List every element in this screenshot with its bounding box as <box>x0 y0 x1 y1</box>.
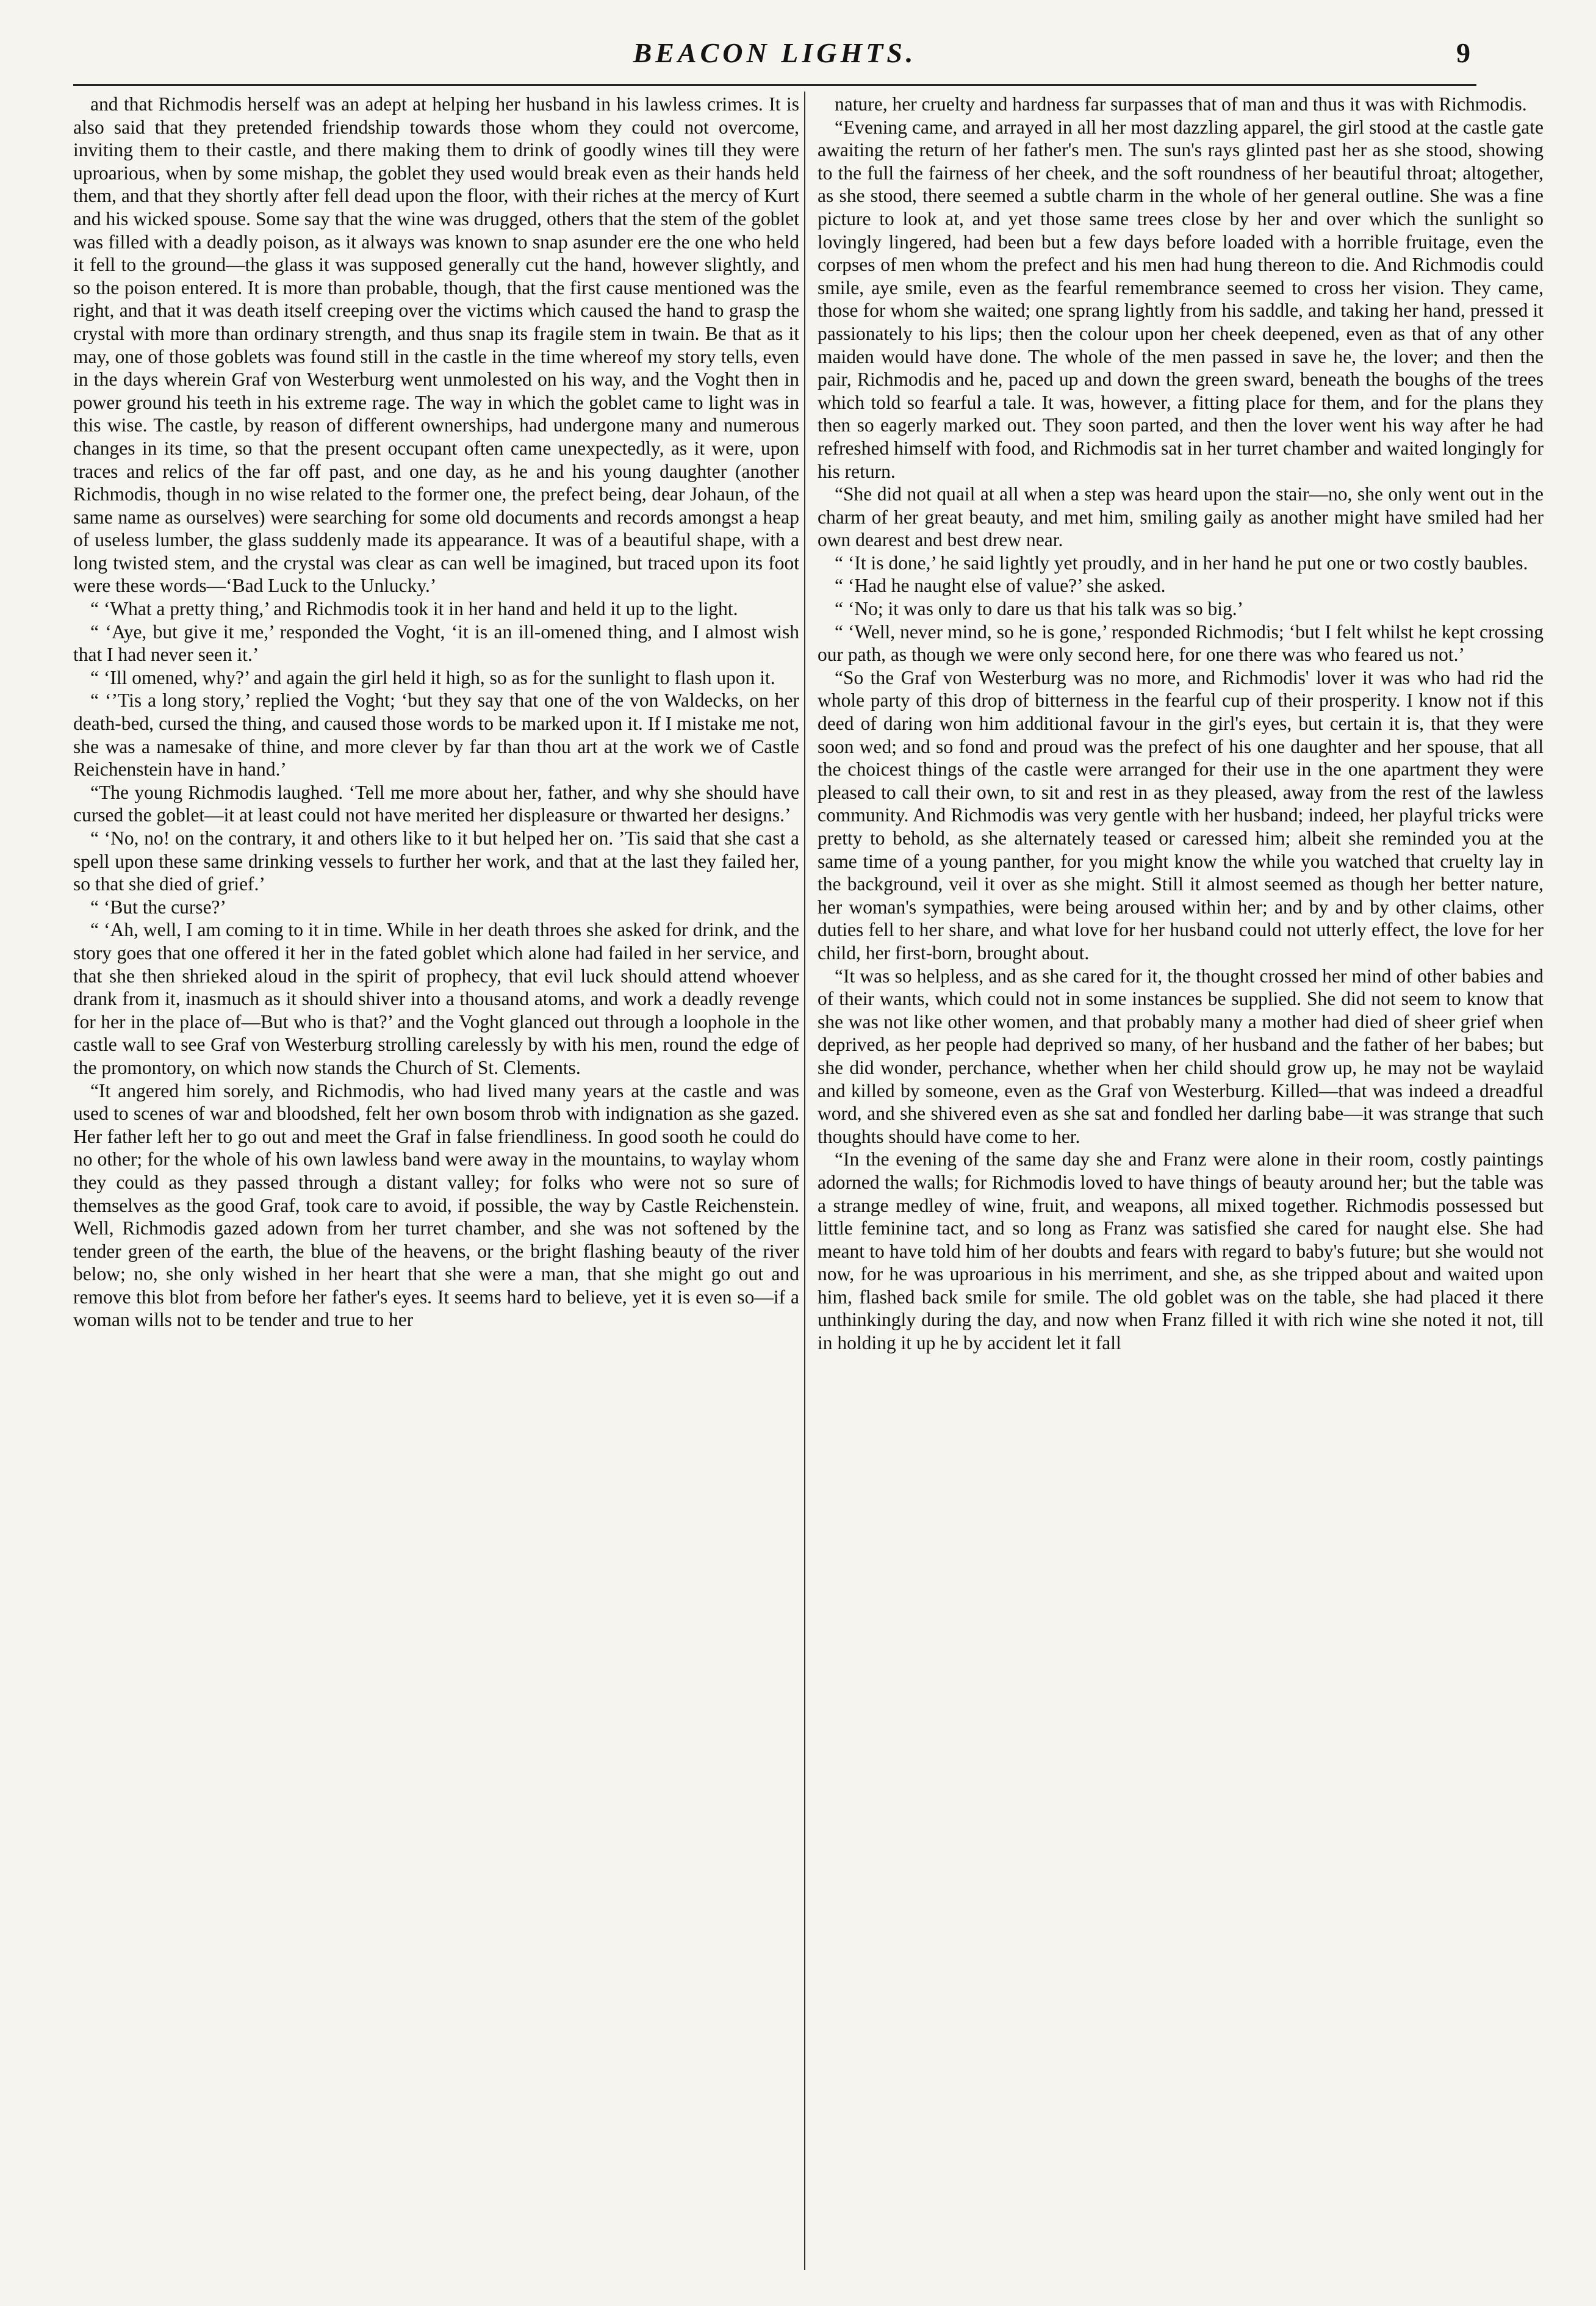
paragraph: “ ‘Well, never mind, so he is gone,’ responded Richmodis; ‘but I felt whilst he kept crossing our path, as though we were only second here, for one there was who feared us not.’ <box>818 621 1544 666</box>
column-divider <box>804 92 805 2270</box>
header-rule <box>73 84 1476 86</box>
paragraph: “ ‘Ill omened, why?’ and again the girl held it high, so as for the sunlight to flash upon it. <box>90 666 775 688</box>
paragraph: “ ‘’Tis a long story,’ replied the Voght; ‘but they say that one of the von Waldecks, on her death-bed, cursed the thing, and caused those words to be marked upon it. If I mistake me not, she was a namesake of thine, and more clever by far than thou art at the work we of Castle Reichenstein have in hand.’ <box>73 690 799 780</box>
paragraph: nature, her cruelty and hardness far surpasses that of man and thus it was with Richmodis. <box>835 93 1527 115</box>
paragraph: “ ‘Ah, well, I am coming to it in time. While in her death throes she asked for drink, and the story goes that one offered it her in the fated goblet which alone had failed in her service, and that she then shrieked aloud in the spirit of prophecy, that evil luck should attend whoever drank from it, inasmuch as it should shiver into a thousand atoms, and work a deadly revenge for her in the place of—But who is that?’ and the Voght glanced out through a loophole in the castle wall to see Graf von Westerburg strolling carelessly by with his men, round the edge of the promontory, on which now stands the Church of St. Clements. <box>73 919 799 1078</box>
paragraph: “It angered him sorely, and Richmodis, who had lived many years at the castle and was used to scenes of war and bloodshed, felt her own bosom throb with indignation as she gazed. Her father left her to go out and meet the Graf in false friendliness. In good sooth he could do no other; for the whole of his own lawless band were away in the mountains, to waylay whom they could as they passed through a distant valley; for folks who were not so sure of themselves as the good Graf, took care to avoid, if possible, the way by Castle Reichenstein. Well, Richmodis gazed adown from her turret chamber, and she was not softened by the tender green of the earth, the blue of the heavens, or the bright flashing beauty of the river below; no, she only wished in her heart that she were a man, that she might go out and remove this blot from before her father's eyes. It seems hard to believe, yet it is even so—if a woman wills not to be tender and true to her <box>73 1079 799 1331</box>
paragraph: “ ‘Had he naught else of value?’ she asked. <box>835 575 1166 597</box>
left-column <box>73 93 799 2265</box>
paragraph: “The young Richmodis laughed. ‘Tell me more about her, father, and why she should have cursed the goblet—it at least could not have merited her displeasure or thwarted her designs.’ <box>73 781 799 826</box>
paragraph: “She did not quail at all when a step was heard upon the stair—no, she only went out in the charm of her great beauty, and met him, smiling gaily as another might have smiled had her own dearest and best drew near. <box>818 483 1544 551</box>
running-header <box>73 37 1476 79</box>
paragraph: “It was so helpless, and as she cared for it, the thought crossed her mind of other babies and of their wants, which could not in some instances be supplied. She did not seem to know that she was not like other women, and that probably many a mother had died of sheer grief when deprived, as her people had deprived so many, of her husband and the father of her babes; but she did wonder, perchance, whether when her child should grow up, he may not be waylaid and killed by someone, even as the Graf von Westerburg. Killed—that was indeed a dreadful word, and she shivered even as she sat and fondled her darling babe—it was strange that such thoughts should have come to her. <box>818 965 1544 1147</box>
page-number: 9 <box>1456 37 1470 68</box>
paragraph: “ ‘What a pretty thing,’ and Richmodis took it in her hand and held it up to the light. <box>90 598 738 620</box>
paragraph: “ ‘Aye, but give it me,’ responded the Voght, ‘it is an ill-omened thing, and I almost wish that I had never seen it.’ <box>73 621 799 666</box>
page-title: BEACON LIGHTS. <box>633 37 917 68</box>
paragraph: and that Richmodis herself was an adept at helping her husband in his lawless crimes. It is also said that they pretended friendship towards those whom they could not overcome, inviting them to their castle, and there making them to drink of goodly wines till they were uproarious, when by some mishap, the goblet they used would break even as their hands held them, and that they shortly after fell dead upon the floor, with their riches at the mercy of Kurt and his wicked spouse. Some say that the wine was drugged, others that the stem of the goblet was filled with a deadly poison, as it always was known to snap asunder ere the one who held it fell to the ground—the glass it was supposed generally cut the hand, however slightly, and so the poison entered. It is more than probable, though, that the first cause mentioned was the right, and that it was death itself creeping over the victims which caused the hand to grasp the crystal with more than ordinary strength, and thus snap its fragile stem in twain. Be that as it may, one of those goblets was found still in the castle in the time whereof my story tells, even in the days wherein Graf von Westerburg went unmolested on his way, and the Voght then in power ground his teeth in his extreme rage. The way in which the goblet came to light was in this wise. The castle, by reason of different ownerships, had undergone many and numerous changes in its time, so that the present occupant often came unexpectedly, as it were, upon traces and relics of the far off past, and one day, as he and his young daughter (another Richmodis, though in no wise related to the former one, the prefect being, dear Johaun, of the same name as ourselves) were searching for some old documents and records amongst a heap of useless lumber, the glass suddenly made its appearance. It was of a beautiful shape, with a long twisted stem, and the crystal was clear as can well be imagined, but traced upon its foot were these words—‘Bad Luck to the Unlucky.’ <box>73 93 799 597</box>
paragraph: “ ‘But the curse?’ <box>90 896 227 918</box>
right-column <box>818 93 1544 2265</box>
paragraph: “ ‘No; it was only to dare us that his talk was so big.’ <box>835 598 1244 620</box>
paragraph: “ ‘No, no! on the contrary, it and others like to it but helped her on. ’Tis said that she cast a spell upon these same drinking vessels to further her work, and that at the last they failed her, so that she died of grief.’ <box>73 827 799 895</box>
paragraph: “In the evening of the same day she and Franz were alone in their room, costly paintings adorned the walls; for Richmodis loved to have things of beauty around her; but the table was a strange medley of wine, fruit, and weapons, all mixed together. Richmodis possessed but little feminine tact, and so long as Franz was satisfied she cared for naught else. She had meant to have told him of her doubts and fears with regard to baby's future; but she would not now, for he was uproarious in his merriment, and she, as she tripped about and waited upon him, flashed back smile for smile. The old goblet was on the table, she had placed it there unthinkingly during the day, and now when Franz filled it with rich wine she noted it not, till in holding it up he by accident let it fall <box>818 1148 1544 1354</box>
paragraph: “So the Graf von Westerburg was no more, and Richmodis' lover it was who had rid the whole party of this drop of bitterness in the fearful cup of their prosperity. I know not if this deed of daring won him additional favour in the girl's eyes, but certain it is, that they were soon wed; and so fond and proud was the prefect of his one daughter and her spouse, that all the choicest things of the castle were arranged for their use in the one apartment they were pleased to call their own, to sit and rest in as they pleased, away from the rest of the lawless community. And Richmodis was very gentle with her husband; indeed, her playful tricks were pretty to behold, as she alternately teased or caressed him; albeit she reminded you at the same time of a young panther, for you might know the while you watched that cruelty lay in the background, veil it over as she might. Still it almost seemed as though her better nature, her woman's sympathies, were being aroused within her; and by and by other claims, other duties fell to her share, and what love for her husband could not utterly effect, the love for her child, her first-born, brought about. <box>818 666 1544 964</box>
paragraph: “Evening came, and arrayed in all her most dazzling apparel, the girl stood at the castle gate awaiting the return of her father's men. The sun's rays glinted past her as she stood, showing to the full the fairness of her cheek, and the soft roundness of her beautiful throat; altogether, as she stood, there seemed a subtle charm in the whole of her general outline. She was a fine picture to look at, and yet those same trees close by her and over which the sunlight so lovingly lingered, had been but a few days before loaded with a horrible fruitage, even the corpses of men whom the prefect and his men had hung thereon to die. And Richmodis could smile, aye smile, even as the fearful remembrance seemed to cross her vision. They came, those for whom she waited; one sprang lightly from his saddle, and taking her hand, pressed it passionately to his lips; then the colour upon her cheek deepened, even as that of any other maiden would have done. The whole of the men passed in save he, the lover; and then the pair, Richmodis and he, paced up and down the green sward, beneath the boughs of the trees which told so fearful a tale. It was, however, a fitting place for them, and for the plans they then so eagerly marked out. They soon parted, and then the lover went his way after he had refreshed himself with food, and Richmodis sat in her turret chamber and waited longingly for his return. <box>818 116 1544 482</box>
paragraph: “ ‘It is done,’ he said lightly yet proudly, and in her hand he put one or two costly baubles. <box>835 552 1528 574</box>
